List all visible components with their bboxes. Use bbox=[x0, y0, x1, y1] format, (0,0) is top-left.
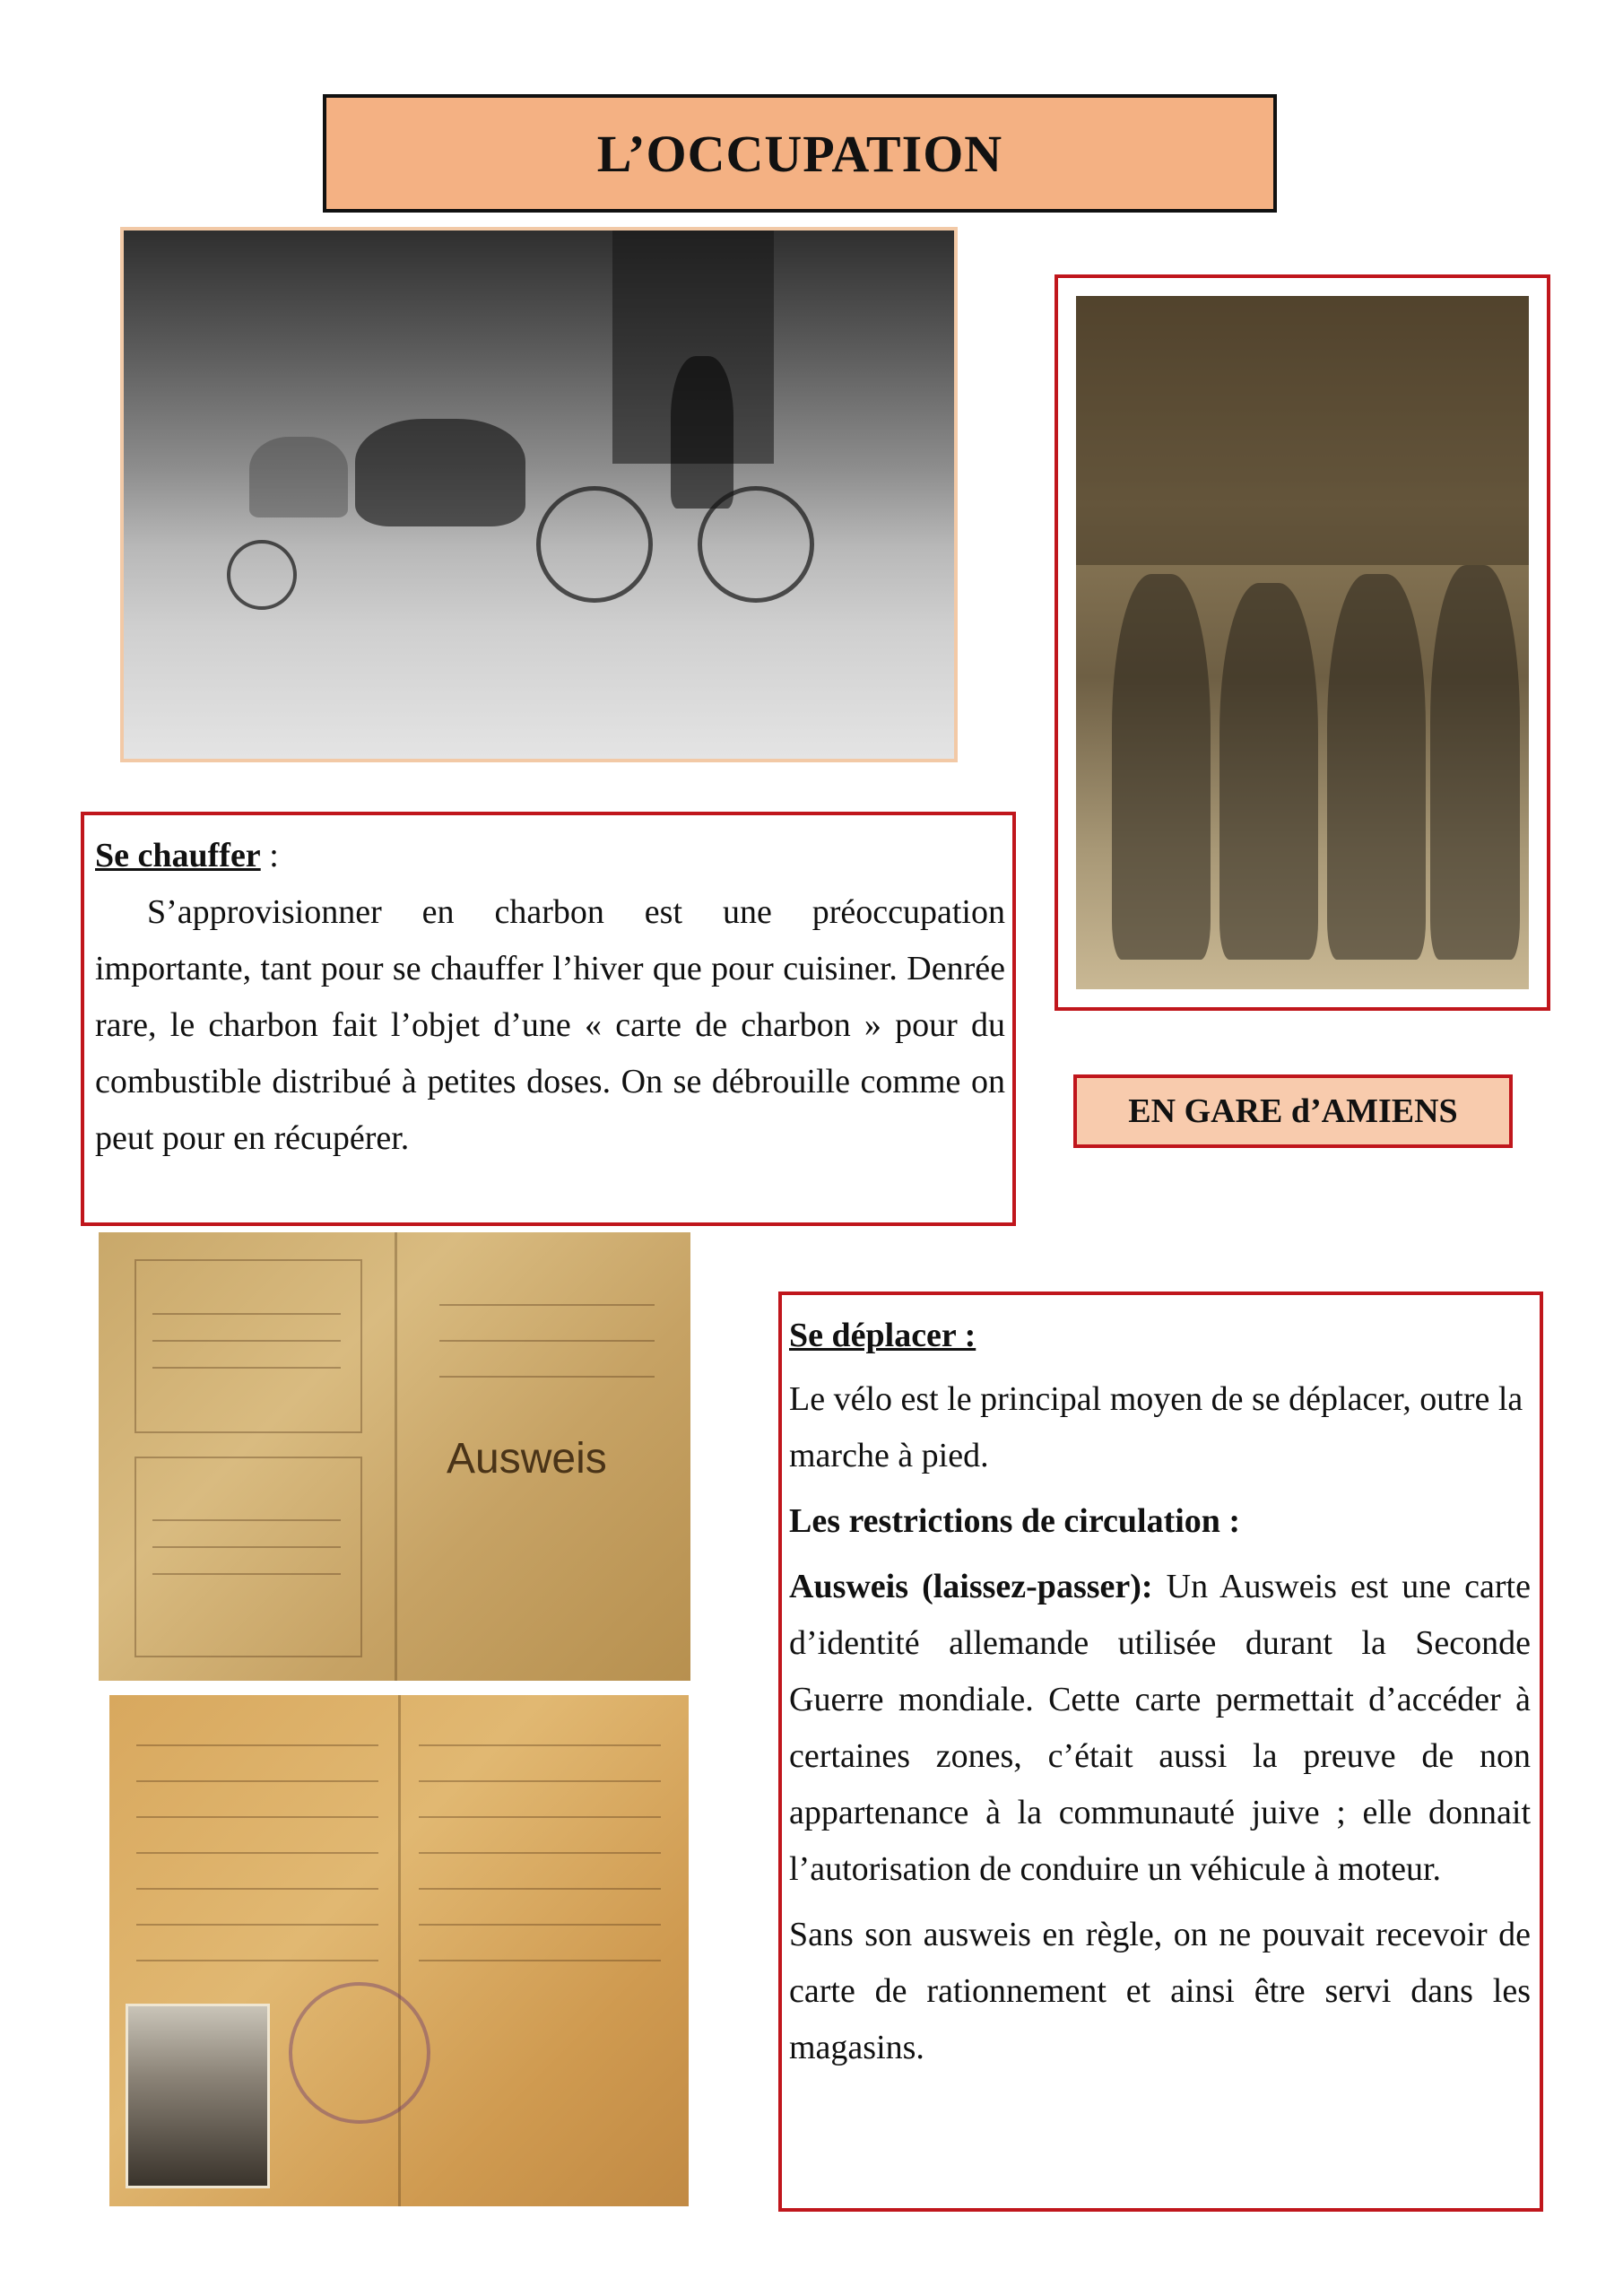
document-line bbox=[419, 1816, 661, 1818]
heading-se-deplacer: Se déplacer : bbox=[789, 1317, 976, 1354]
page-title-box bbox=[323, 94, 1277, 213]
paragraph-chauffer: S’approvisionner en charbon est une préoccupation importante, tant pour se chauffer l’hiver que pour cuisiner. Denrée rare, le charbon fait l’objet d’une « carte de charbon » pour du combustible distribué à petites doses. On se débrouille comme on peut pour en récupérer. bbox=[95, 893, 1005, 1157]
paragraph-closing: Sans son ausweis en règle, on ne pouvait recevoir de carte de rationnement et ainsi être servi dans les magasins. bbox=[789, 1916, 1531, 2066]
document-panel bbox=[135, 1457, 362, 1657]
heading-suffix: : bbox=[260, 837, 279, 874]
document-line bbox=[439, 1304, 655, 1306]
document-line bbox=[152, 1340, 341, 1342]
document-line bbox=[136, 1888, 378, 1890]
ausweis-definition: Un Ausweis est une carte d’identité allemande utilisée durant la Seconde Guerre mondiale. Cette carte permettait d’accéder à certaines zones, c’était aussi la preuve de non appartenance à la communauté juive ; elle donnait l’autorisation de conduire un véhicule à moteur. bbox=[789, 1568, 1531, 1888]
document-line bbox=[419, 1888, 661, 1890]
caption-text: EN GARE d’AMIENS bbox=[1128, 1092, 1458, 1130]
document-line bbox=[419, 1780, 661, 1782]
train-carriage bbox=[1076, 296, 1529, 565]
photo-bicycle-tandem bbox=[120, 227, 958, 762]
ausweis-cover-title: Ausweis bbox=[447, 1435, 607, 1483]
document-line bbox=[152, 1573, 341, 1575]
document-line bbox=[419, 1960, 661, 1961]
paragraph-ausweis bbox=[789, 1559, 1531, 1898]
document-line bbox=[152, 1546, 341, 1548]
document-line bbox=[152, 1367, 341, 1369]
document-line bbox=[419, 1852, 661, 1854]
document-panel bbox=[135, 1259, 362, 1433]
document-line bbox=[419, 1924, 661, 1926]
document-line bbox=[419, 1744, 661, 1746]
document-fold bbox=[398, 1695, 401, 2206]
stamp-seal bbox=[289, 1982, 430, 2124]
section-se-chauffer bbox=[81, 812, 1016, 1226]
soldier-figure bbox=[1219, 583, 1318, 960]
soldier-figure bbox=[1430, 565, 1520, 960]
document-line bbox=[439, 1376, 655, 1378]
term-ausweis: Ausweis (laissez-passer): bbox=[789, 1568, 1153, 1605]
document-line bbox=[136, 1744, 378, 1746]
trailer-car-figure bbox=[355, 419, 525, 526]
children-figures bbox=[249, 437, 348, 517]
tandem-wheel bbox=[227, 540, 297, 610]
cyclist-figure bbox=[671, 356, 733, 509]
photo-soldiers-image bbox=[1076, 296, 1529, 989]
document-line bbox=[136, 1960, 378, 1961]
document-fold bbox=[395, 1232, 397, 1681]
bicycle-wheel-rear bbox=[698, 486, 814, 603]
document-line bbox=[136, 1852, 378, 1854]
paragraph-deplacer-intro: Le vélo est le principal moyen de se déplacer, outre la marche à pied. bbox=[789, 1380, 1523, 1474]
document-line bbox=[439, 1340, 655, 1342]
photo-ausweis-id-card bbox=[109, 1695, 689, 2206]
document-line bbox=[152, 1519, 341, 1521]
bicycle-wheel-front bbox=[536, 486, 653, 603]
soldier-figure bbox=[1112, 574, 1211, 960]
photo-soldiers-station bbox=[1055, 274, 1550, 1011]
document-line bbox=[136, 1780, 378, 1782]
document-line bbox=[152, 1313, 341, 1315]
photo-ausweis-cover bbox=[99, 1232, 690, 1681]
page-title: L’OCCUPATION bbox=[596, 124, 1003, 183]
document-line bbox=[136, 1924, 378, 1926]
heading-restrictions: Les restrictions de circulation : bbox=[789, 1502, 1241, 1540]
heading-se-chauffer: Se chauffer bbox=[95, 837, 261, 874]
section-heading-chauffer bbox=[95, 828, 1005, 884]
soldier-figure bbox=[1327, 574, 1426, 960]
caption-en-gare-amiens bbox=[1073, 1074, 1513, 1148]
ausweis-portrait-photo bbox=[126, 2004, 270, 2188]
section-se-deplacer bbox=[778, 1292, 1543, 2212]
document-line bbox=[136, 1816, 378, 1818]
